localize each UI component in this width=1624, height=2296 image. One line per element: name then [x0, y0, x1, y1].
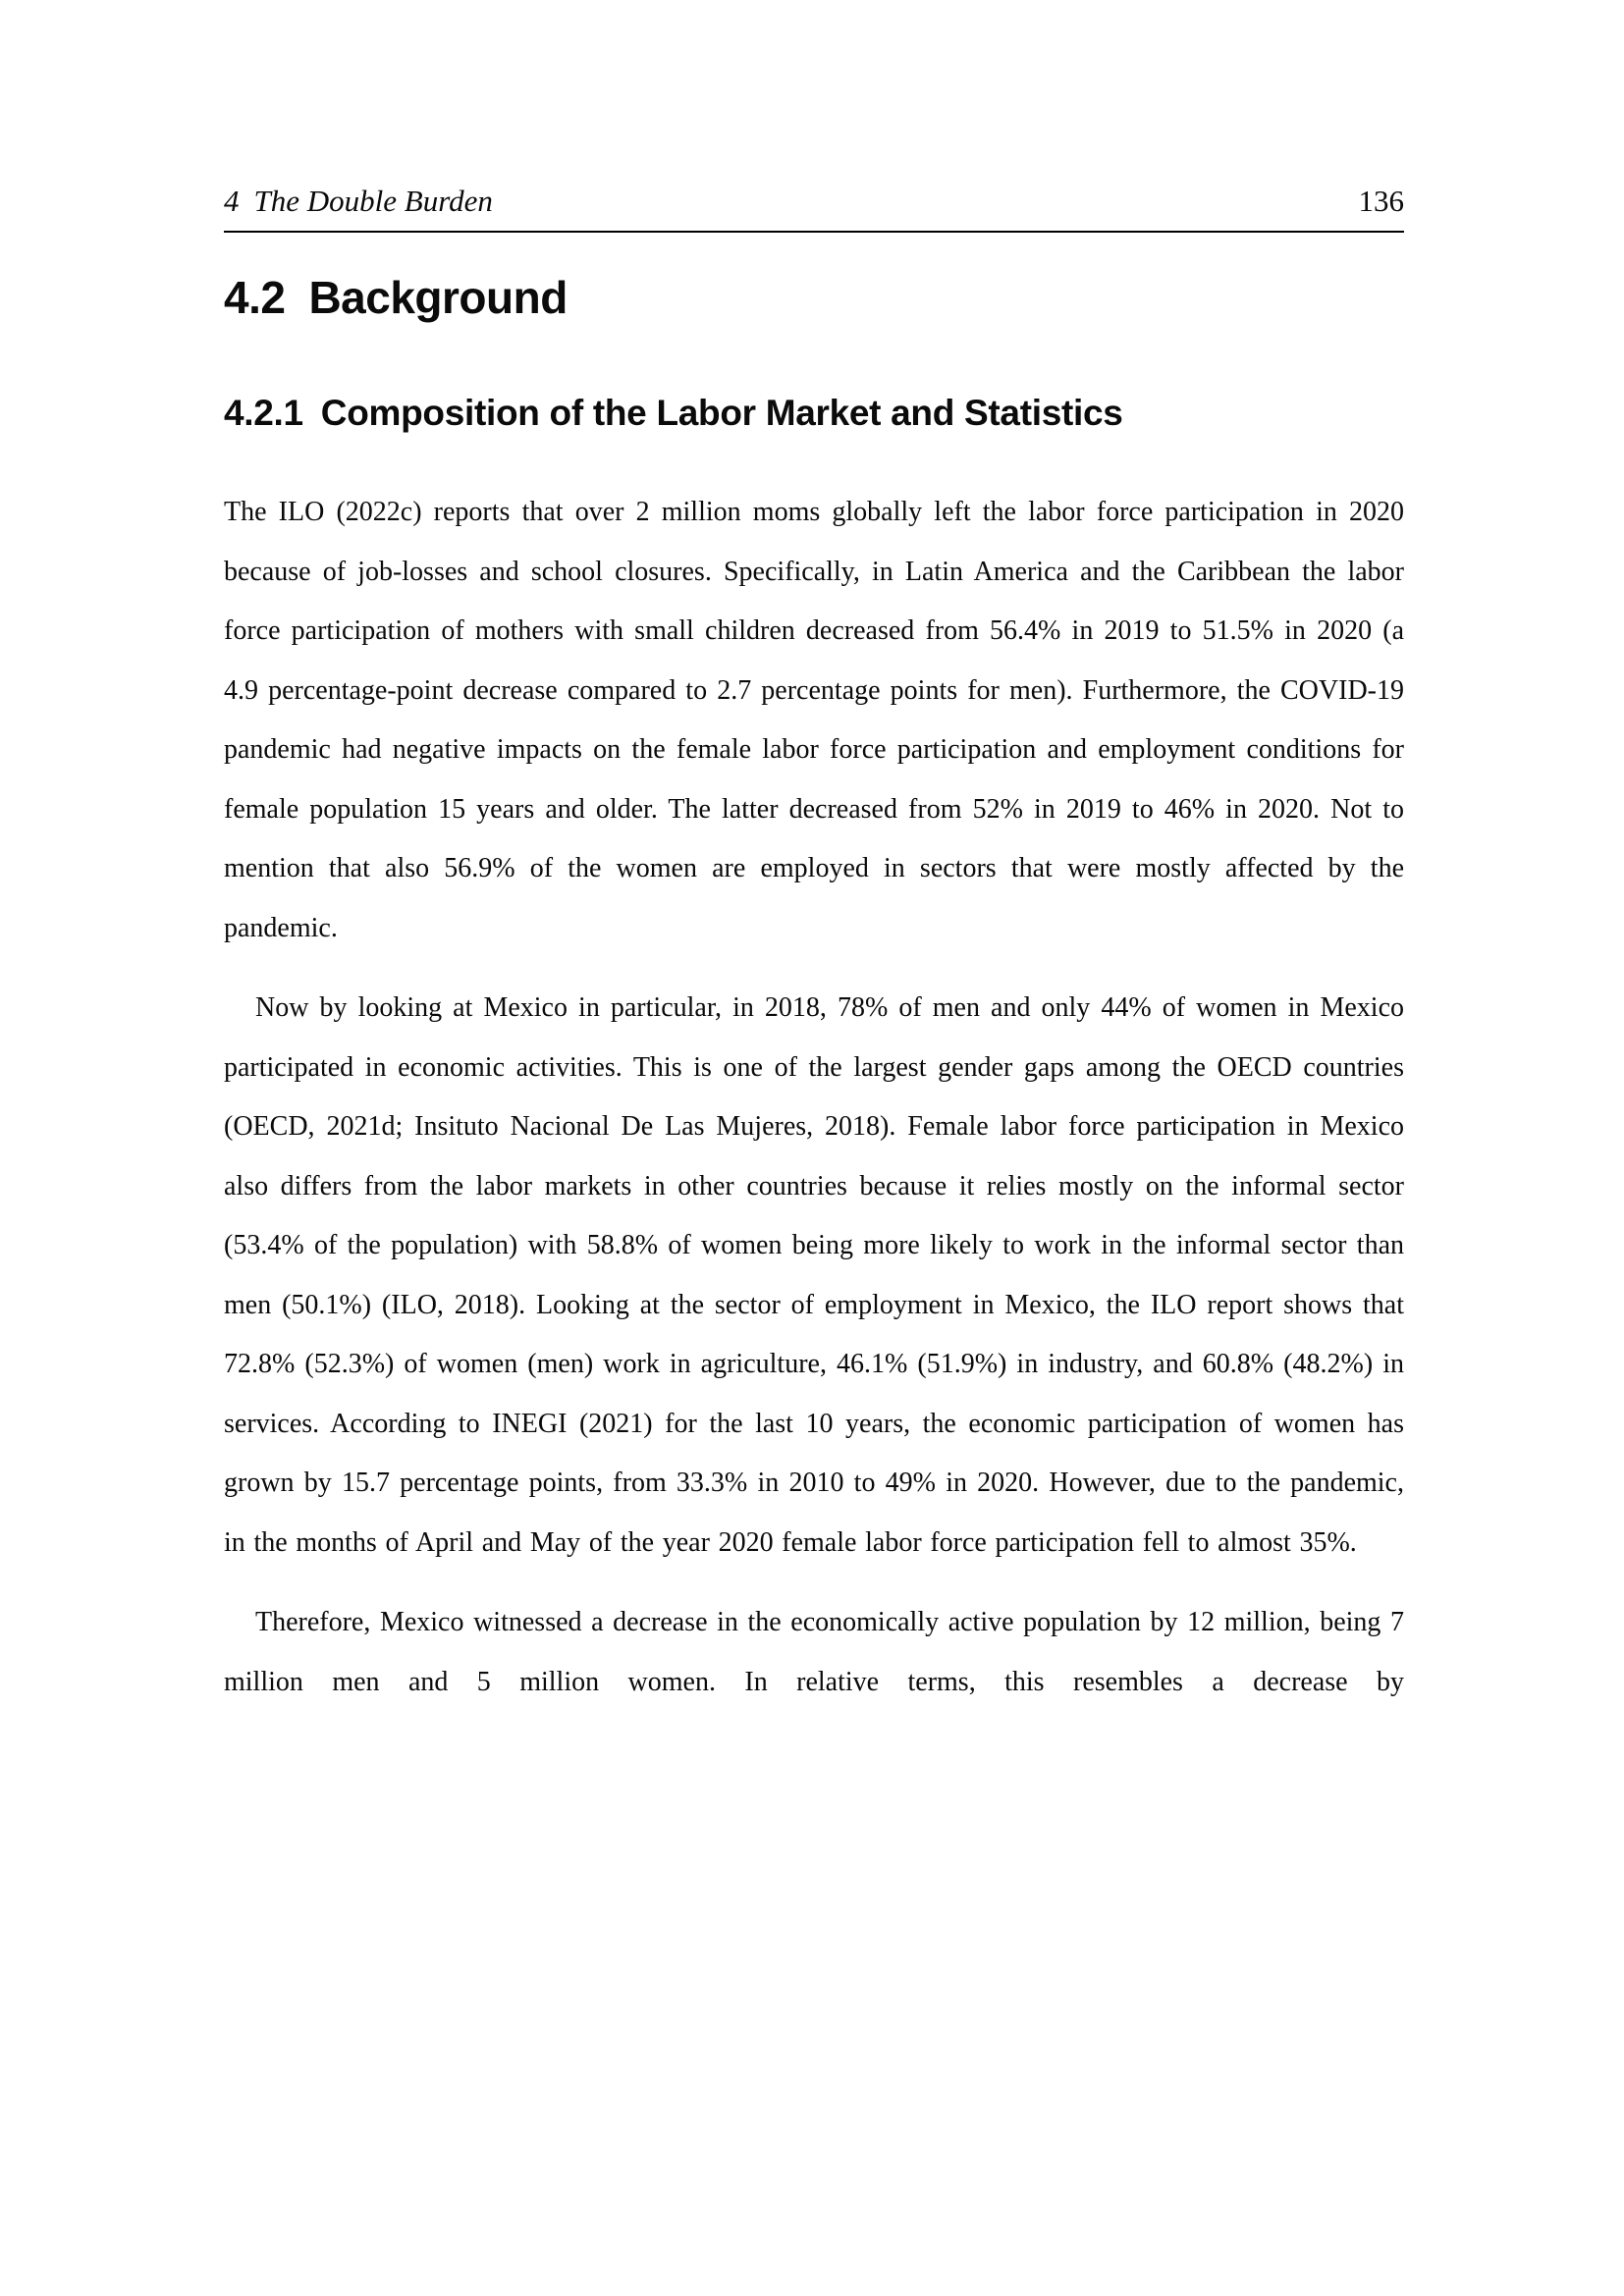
subsection-title: Composition of the Labor Market and Statistics [320, 392, 1123, 433]
page-number: 136 [1358, 184, 1404, 218]
paragraph-ilo-report: The ILO (2022c) reports that over 2 million moms globally left the labor force participation in 2020 because of job-losses and school closures. Specifically, in Latin America and the Caribbean the labor force participation of mothers with small children decreased from 56.4% in 2019 to 51.5% in 2020 (a 4.9 percentage-point decrease compared to 2.7 percentage points for men). Furthermore, the COVID-19 pandemic had negative impacts on the female labor force participation and employment conditions for female population 15 years and older. The latter decreased from 52% in 2019 to 46% in 2020. Not to mention that also 56.9% of the women are employed in sectors that were mostly affected by the pandemic. [224, 497, 1404, 943]
paragraph-population-decrease: Therefore, Mexico witnessed a decrease in the economically active population by 12 million, being 7 million men and 5 million women. In relative terms, this resembles a decrease by [224, 1607, 1404, 1697]
section-title: Background [308, 272, 568, 323]
header-rule [224, 231, 1404, 233]
chapter-title: The Double Burden [253, 184, 493, 218]
chapter-number: 4 [224, 184, 240, 218]
running-header [224, 0, 1404, 218]
chapter-running-title [224, 185, 493, 218]
paragraph-mexico-labor-market: Now by looking at Mexico in particular, in 2018, 78% of men and only 44% of women in Mexico participated in economic activities. This is one of the largest gender gaps among the OECD countries (OECD, 2021d; Insituto Nacional De Las Mujeres, 2018). Female labor force participation in Mexico also differs from the labor markets in other countries because it relies mostly on the informal sector (53.4% of the population) with 58.8% of women being more likely to work in the informal sector than men (50.1%) (ILO, 2018). Looking at the sector of employment in Mexico, the ILO report shows that 72.8% (52.3%) of women (men) work in agriculture, 46.1% (51.9%) in industry, and 60.8% (48.2%) in services. According to INEGI (2021) for the last 10 years, the economic participation of women has grown by 15.7 percentage points, from 33.3% in 2010 to 49% in 2020. However, due to the pandemic, in the months of April and May of the year 2020 female labor force participation fell to almost 35%. [224, 992, 1404, 1558]
section-number: 4.2 [224, 272, 286, 323]
text-column [224, 0, 1404, 1712]
subsection-number: 4.2.1 [224, 392, 303, 433]
subsection-heading [224, 393, 1404, 435]
section-heading [224, 272, 1404, 324]
